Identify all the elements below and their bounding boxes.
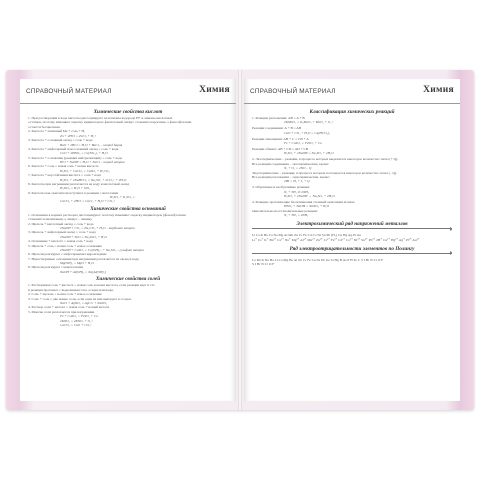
left-header-ref: СПРАВОЧНЫЙ МАТЕРИАЛ xyxy=(26,88,112,95)
formula-line: H₂SO₄ + 2NaHCO₃ = Na₂SO₄ + 2CO₂↑ + 2H₂O xyxy=(60,177,127,182)
formula-line: H₂SO₄ + 2NaOH → Na₂SO₄ + 2H₂O xyxy=(284,194,335,199)
open-book xyxy=(6,70,474,410)
section-title: Химические свойства кислот xyxy=(93,109,163,115)
formula-line: N₂ + 3H₂ = 2NH₃ xyxy=(284,213,309,218)
formula-line: CaO + CO₂ + H₂O = Ca(HCO₃)₂ xyxy=(284,130,331,135)
text-line: 1. Основания в водных растворах диссоциируют, поэтому изменяют окраску индикаторов (фенолфталеин xyxy=(28,212,186,217)
text-line: 2. Щелочь + кислотный оксид = соль + вода xyxy=(28,221,94,226)
formula-line: N₂ + O₂ = 2NO – Q xyxy=(284,166,312,171)
left-page-header xyxy=(20,79,236,104)
metal-series-arrow xyxy=(252,228,452,231)
right-header-ref: СПРАВОЧНЫЙ МАТЕРИАЛ xyxy=(250,88,336,95)
text-line: 5. Кислота + основание (реакция нейтрализации) = соль + вода xyxy=(28,155,123,160)
formula-line: BaO + 2HCl = H₂O + BaCl₂ – хлорид бария xyxy=(60,142,123,147)
text-line: Реакции соединения: A + B = AB xyxy=(252,126,302,131)
formula-line: NaCl + AgNO₃ = AgCl↓ + NaNO₃ xyxy=(60,301,108,306)
formula-line: 2HI = H₂ + I₂ + Q xyxy=(284,179,310,184)
text-line: 4. Раствор соли + металл = новая соль + новый металл xyxy=(28,305,110,310)
metal-ions: Li⁺ Cs⁺ K⁺ Ba²⁺ Ca²⁺ Na⁺ Mg²⁺ Al³⁺ Mn²⁺ Zn²⁺ Cr³⁺ Fe²⁺ Cd²⁺ Co²⁺ Ni²⁺ Sn²⁺ Pb²⁺ 2H⁺ Cu²⁺ Hg²⁺ Ag⁺ Pt²⁺ Au³⁺ xyxy=(252,237,420,242)
text-line: Реакции замещения: AB + C = CB + A xyxy=(252,136,309,141)
text-line: 4. Основание + кислота = новая соль + вода xyxy=(28,239,94,244)
electroneg-series: Cs Rb K Na Ba Li Ca Mg Be Al Zn Cr Fe Cu Sn Pb Ge Si Hg B As P H Te C S I Br N Cl O F xyxy=(252,257,384,262)
text-line: 7. Нерастворимые основания при нагревании разлагаются на оксид и воду xyxy=(28,256,140,261)
formula-line: Fe + CuSO₄ = FeSO₄ + Cu xyxy=(60,314,98,319)
text-line: Все реакции соединения – экзотермические, кроме: xyxy=(252,161,330,166)
text-line: 8. Щелочи реагируют с неметаллами xyxy=(28,265,84,270)
left-header-subject: Химия xyxy=(199,85,230,95)
text-line: и реакция протекает с выделением газа, осадка или воды. xyxy=(28,287,114,292)
electroneg-extra: S I Br N Cl O F xyxy=(252,262,275,267)
text-line: 7. Кислота + неустойчивая кислота = соль + вода xyxy=(28,173,101,178)
formula-line: HCl + NaOH = H₂O + NaCl – хлорид натрия xyxy=(60,160,125,165)
book-spine xyxy=(238,70,242,410)
formula-line: Mg(OH)₂ = MgO + H₂O xyxy=(60,261,94,266)
formula-line: Fe + CuSO₄ = FeSO₄ + Cu xyxy=(284,141,322,146)
text-line: 5. Щелочь + соль = новая соль + новое основание xyxy=(28,243,102,248)
text-line: 3. Щелочь + амфотерный оксид = соль + вода xyxy=(28,230,96,235)
text-line: 3. Соль + соль = две новые соли, если одна из них выпадает в осадок. xyxy=(28,296,132,301)
text-line: 5. Многие соли разлагаются при нагревании xyxy=(28,309,95,314)
electroneg-arrow xyxy=(252,253,452,256)
text-line: 2. Экзотермические – реакции, в процессе которых выделяется некоторое количество тепла (+ Q). xyxy=(252,157,399,162)
classification-lines xyxy=(252,116,452,218)
text-line: остатков, поэтому изменяют окраску индикаторов: фиолетовый лакмус становится красным, а фенолфталеин xyxy=(28,120,192,125)
right-page xyxy=(244,79,460,401)
text-line: становится малиновым, а лакмус – синим). xyxy=(28,217,93,222)
electroneg-title: Ряд электроотрицательности элементов по Полингу xyxy=(289,245,415,252)
text-line: 2. Соль + щелочь = новая соль + новое основание xyxy=(28,292,102,297)
formula-line: H₂SiO₃ = H₂O + SiO₂ xyxy=(60,186,91,191)
formula-line: H₂SO₄ + K₂SO₃ = xyxy=(110,195,135,200)
formula-line: 2NaOH + ZnO = Na₂ZnO₂ + H₂O xyxy=(60,234,107,239)
text-line: 1. При растворении в воде кислоты диссоциируют на катионы водорода Н+ и анионы кислотных xyxy=(28,116,173,120)
text-line: 4. Реакции, протекающие без изменения степеней окисления атомов: xyxy=(252,200,355,205)
formula-line: HNO₃ + NaOH = NaNO₃ + H₂O xyxy=(284,204,330,209)
formula-line: CaCO₃ + 2HCl = CaCl₂ + H₂O + CO₂↑ xyxy=(60,199,116,204)
text-line: 6. Щелочи реагируют с амфотерными гидроксидами xyxy=(28,252,107,257)
formula-line: 2NaOH + CuSO₄ = Cu(OH)₂↓ + Na₂SO₄ – сульфат натрия xyxy=(60,247,144,252)
text-line: остается бесцветным. xyxy=(28,124,61,129)
text-line: 1. Растворимая соль + кислота = новая соль и новая кислота, если реакция идет и газ xyxy=(28,283,155,288)
text-line: 6. Кислота + соль = новая соль + новая кислота xyxy=(28,164,99,169)
text-line: 2. Кислота + активный Me + соль + H₂ xyxy=(28,129,86,134)
text-line: 4. Кислота + амфотерный или основный оксид = соль + вода xyxy=(28,146,119,151)
formula-line: 2KNO₃ = 2KNO₂ + O₂↑ xyxy=(60,318,93,323)
text-line: 3. Обратимые и необратимые реакции: xyxy=(252,185,310,190)
formula-line: H₂SO₄ + 2NaOH = Na₂SO₄ + 2H₂O xyxy=(284,151,334,156)
formula-line: CuO + 2HNO₃ = Cu(NO₃)₂ + H₂O xyxy=(60,151,108,156)
left-page-content xyxy=(28,107,228,399)
text-line: 9. Кислоты как окислители вступают в реакции с металлами xyxy=(28,190,119,195)
formula-line: Zn + 2HCl = ZnCl₂ + H₂↑ xyxy=(60,133,97,138)
classification-title: Классификация химических реакций xyxy=(309,109,395,115)
section-title: Химические свойства солей xyxy=(95,276,161,283)
text-line: Окислительно-восстановительные реакции: xyxy=(252,208,318,213)
formula-line: 2NaOH + CO₂ = Na₂CO₃ + H₂O – карбонат натрия xyxy=(60,226,135,231)
metal-series: Li Cs K Ba Ca Na Mg Al Mn Zn Cr Fe Cd Co Ni Sn Pb (H₂) Cu Hg Ag Pt Au xyxy=(252,233,361,238)
metal-series-title: Электрохимический ряд напряжений металлов xyxy=(296,221,408,228)
text-line: Все реакции разложения – эндотермические, кроме: xyxy=(252,175,330,180)
formula-line: 2KMnO₄ = K₂MnO₄ + MnO₂ + O₂↑ xyxy=(284,120,334,125)
formula-line: NaOH + Al(OH)₃ = Na[Al(OH)₄] xyxy=(60,269,107,274)
formula-line: H₂SO₄ + CaCO₃ = CaSO₄ + H₂CO₃ xyxy=(60,168,110,173)
section-title: Химические свойства оснований xyxy=(90,205,166,212)
right-page-header xyxy=(244,79,460,104)
left-page xyxy=(20,79,236,401)
right-header-subject: Химия xyxy=(423,85,454,95)
formula-line: N₂ + 3H₂ ⇄ 2NH₃ xyxy=(284,189,309,194)
text-line: Эндотермические – реакции, в процессе которых поглощается некоторое количество тепла (– Q). xyxy=(252,170,397,175)
text-line: 8. Кислоты при нагревании разлагаются на воду и кислотный оксид xyxy=(28,181,130,186)
right-page-content xyxy=(252,107,452,399)
text-line: Реакции обмена: AB + CD = AD + CB xyxy=(252,147,309,152)
formula-line: CaCO₃ = CaO + CO₂↑ xyxy=(60,322,92,327)
text-line: 3. Кислота + основный оксид = соль + вода xyxy=(28,138,93,143)
text-line: 1. Реакции разложения: AB = A + B xyxy=(252,116,305,120)
